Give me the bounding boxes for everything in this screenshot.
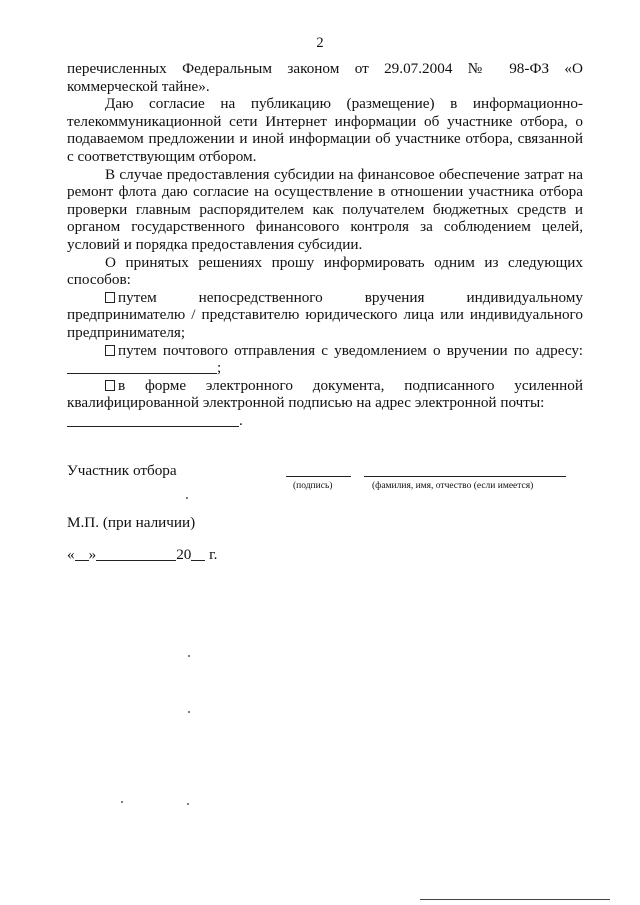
date-quote-close: » <box>88 546 97 563</box>
scan-speck <box>188 655 190 657</box>
scan-speck <box>121 801 123 803</box>
name-line[interactable] <box>364 476 566 477</box>
page-number: 2 <box>316 35 324 51</box>
paragraph-notification-method: О принятых решениях прошу информировать одним из следующих способов: <box>67 253 583 289</box>
month-field[interactable] <box>96 546 176 561</box>
option-direct-delivery <box>67 289 583 342</box>
option-email <box>67 377 583 412</box>
signature-caption: (подпись) <box>293 481 333 491</box>
checkbox-postal[interactable] <box>105 345 115 356</box>
year-suffix: г. <box>205 546 218 563</box>
email-field[interactable] <box>67 412 239 427</box>
option-postal <box>67 342 583 377</box>
address-field[interactable] <box>67 359 217 374</box>
scan-speck <box>186 497 188 499</box>
option-postal-text: путем почтового отправления с уведомлением о вручении по адресу: <box>118 341 583 359</box>
year-field[interactable] <box>191 546 205 561</box>
paragraph-audit-consent: В случае предоставления субсидии на финансовое обеспечение затрат на ремонт флота даю согласие на осуществление в отношении участника отбора проверки главным распорядителем как получателем бюджетных средств и органом государственного финансового контроля за соблюдением целей, условий и порядка предоставления субсидии. <box>67 165 583 253</box>
participant-label: Участник отбора <box>67 462 177 479</box>
checkbox-direct-delivery[interactable] <box>105 292 115 303</box>
paragraph-publication-consent: Даю согласие на публикацию (размещение) в информационно-телекоммуникационной сети Интернет информации об участнике отбора, о подаваемом предложении и иной информации об участнике отбора, связанной с соответствующим отбором. <box>67 95 583 165</box>
option-email-text: в форме электронного документа, подписанного усиленной квалифицированной электронной подписью на адрес электронной почты: <box>67 376 583 412</box>
signature-line[interactable] <box>286 476 351 477</box>
option-email-end: . <box>239 411 243 429</box>
paragraph-continuation: перечисленных Федеральным законом от 29.07.2004 № 98-ФЗ «О коммерческой тайне». <box>67 60 583 95</box>
option-postal-end: ; <box>217 359 222 377</box>
email-line <box>67 412 583 430</box>
name-caption: (фамилия, имя, отчество (если имеется) <box>372 481 534 491</box>
date-line <box>67 546 217 564</box>
document-body <box>67 60 583 429</box>
checkbox-email[interactable] <box>105 380 115 391</box>
scan-speck <box>188 711 190 713</box>
footer-rule <box>420 899 610 900</box>
year-prefix: 20 <box>176 546 192 563</box>
date-quote-open: « <box>67 546 75 563</box>
option-direct-delivery-text: путем непосредственного вручения индивидуальному предпринимателю / представителю юридического лица или индивидуального предпринимателя; <box>67 288 583 341</box>
day-field[interactable] <box>75 546 89 561</box>
stamp-label: М.П. (при наличии) <box>67 514 196 531</box>
scan-speck <box>187 803 189 805</box>
